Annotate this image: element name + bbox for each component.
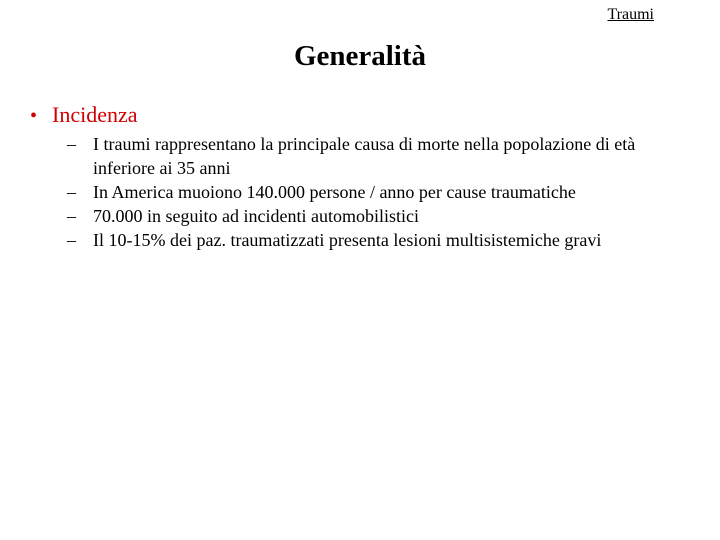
list-item-text: In America muoiono 140.000 persone / anno per cause traumatiche [93,182,576,202]
incidenza-bullet [30,102,700,128]
list-item [30,228,700,252]
dash-icon: – [67,206,76,226]
traumi-link[interactable]: Traumi [607,6,654,23]
dash-icon: – [67,182,76,202]
list-item [30,132,700,180]
incidenza-section [30,102,700,252]
dash-icon: – [67,134,76,154]
list-item-text: Il 10-15% dei paz. traumatizzati presenta lesioni multisistemiche gravi [93,230,602,250]
bullet-dot-icon: • [30,105,38,127]
list-item-text: 70.000 in seguito ad incidenti automobilistici [93,206,419,226]
incidenza-sub-list [30,132,700,252]
list-item [30,204,700,228]
dash-icon: – [67,230,76,250]
slide-title: Generalità [293,40,427,72]
list-item [30,180,700,204]
list-item-text: I traumi rappresentano la principale causa di morte nella popolazione di età inferiore ai 35 anni [93,134,636,178]
incidenza-heading: Incidenza [52,102,138,127]
